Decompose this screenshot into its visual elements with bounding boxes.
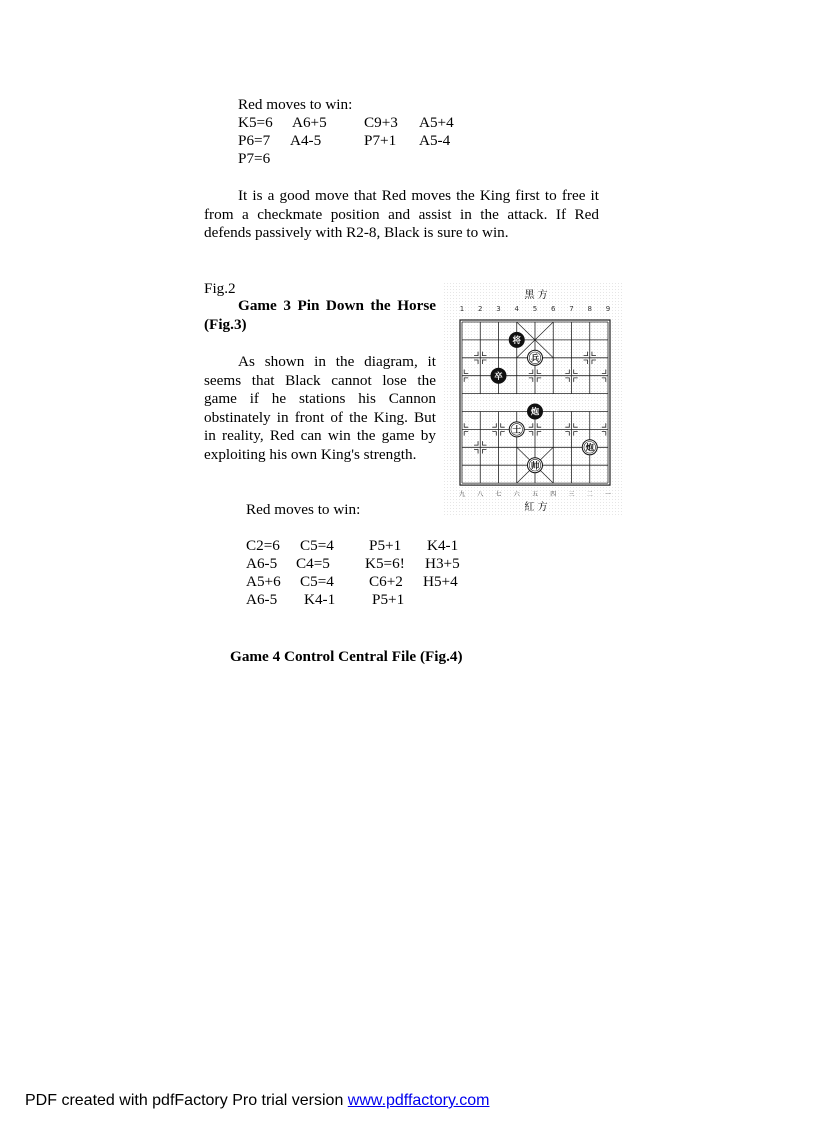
file-number-top: 8: [587, 305, 592, 313]
black-piece-char: 将: [512, 336, 522, 347]
move: K5=6!: [365, 555, 405, 572]
xiangqi-board-diagram: [444, 283, 624, 516]
red-piece-char: 炮: [585, 443, 595, 454]
red-piece: [582, 440, 597, 455]
file-number-top: 7: [569, 305, 574, 313]
red-piece: [528, 458, 543, 473]
pdf-footer: [25, 1092, 489, 1110]
move: A5+4: [419, 114, 454, 131]
move: C5=4: [300, 537, 334, 554]
move: K5=6: [238, 114, 273, 131]
red-piece-char: 帅: [530, 461, 540, 472]
file-number-top: 5: [532, 305, 538, 313]
move: A6+5: [292, 114, 327, 131]
game-3-paragraph: As shown in the diagram, it seems that Black cannot lose the game if he stations his Cannon obstinately in front of the King. But in reality, Red can win the game by exploiting his own King's strength.: [204, 353, 436, 463]
red-side-label: 紅 方: [524, 502, 548, 513]
file-number-bottom: 四: [550, 491, 557, 498]
file-number-top: 6: [551, 305, 556, 313]
file-number-bottom: 二: [586, 491, 593, 498]
footer-text: PDF created with pdfFactory Pro trial version: [25, 1092, 348, 1109]
move: A6-5: [246, 591, 278, 608]
file-number-bottom: 三: [568, 491, 575, 498]
file-number-top: 2: [478, 305, 483, 313]
red-piece-char: 士: [512, 425, 522, 436]
red-moves-heading: Red moves to win:: [238, 96, 353, 113]
red-piece: [509, 422, 524, 437]
file-number-top: 1: [459, 305, 465, 313]
move: C4=5: [296, 555, 330, 572]
footer-link[interactable]: www.pdffactory.com: [347, 1092, 490, 1109]
commentary-paragraph: It is a good move that Red moves the King first to free it from a checkmate position and assist in the attack. If Red defends passively with R2-8, Black is sure to win.: [204, 187, 599, 241]
file-number-top: 9: [605, 305, 611, 313]
move: A4-5: [290, 132, 322, 149]
move: P7+1: [364, 132, 397, 149]
move: K4-1: [304, 591, 336, 608]
file-number-bottom: 七: [495, 491, 502, 498]
move: C9+3: [364, 114, 398, 131]
file-number-bottom: 一: [604, 491, 612, 498]
move: P5+1: [372, 591, 405, 608]
move: C5=4: [300, 573, 334, 590]
file-number-bottom: 五: [531, 491, 539, 498]
black-piece: [509, 332, 524, 347]
black-piece-char: 炮: [530, 407, 540, 418]
black-piece: [491, 368, 506, 383]
game-4-title: Game 4 Control Central File (Fig.4): [230, 648, 463, 665]
move: C2=6: [246, 537, 280, 554]
file-number-top: 4: [514, 305, 519, 313]
move: A5+6: [246, 573, 281, 590]
red-moves-heading: Red moves to win:: [246, 501, 361, 518]
file-number-bottom: 八: [477, 491, 484, 498]
file-number-bottom: 六: [513, 491, 520, 498]
move: K4-1: [427, 537, 459, 554]
black-side-label: 黑 方: [524, 290, 548, 301]
red-piece: [528, 350, 543, 365]
file-number-bottom: 九: [458, 491, 466, 498]
move: A5-4: [419, 132, 451, 149]
move: H3+5: [425, 555, 460, 572]
move: H5+4: [423, 573, 458, 590]
move: P5+1: [369, 537, 402, 554]
file-number-top: 3: [496, 305, 501, 313]
black-piece: [528, 404, 543, 419]
black-piece-char: 卒: [494, 371, 503, 382]
game-3-title: Game 3 Pin Down the Horse (Fig.3): [204, 297, 436, 333]
move: P6=7: [238, 132, 271, 149]
move: C6+2: [369, 573, 403, 590]
diagram-background: [444, 283, 624, 516]
red-piece-char: 兵: [530, 354, 540, 364]
figure-caption: Fig.2: [204, 280, 236, 297]
move: A6-5: [246, 555, 278, 572]
move: P7=6: [238, 150, 271, 167]
